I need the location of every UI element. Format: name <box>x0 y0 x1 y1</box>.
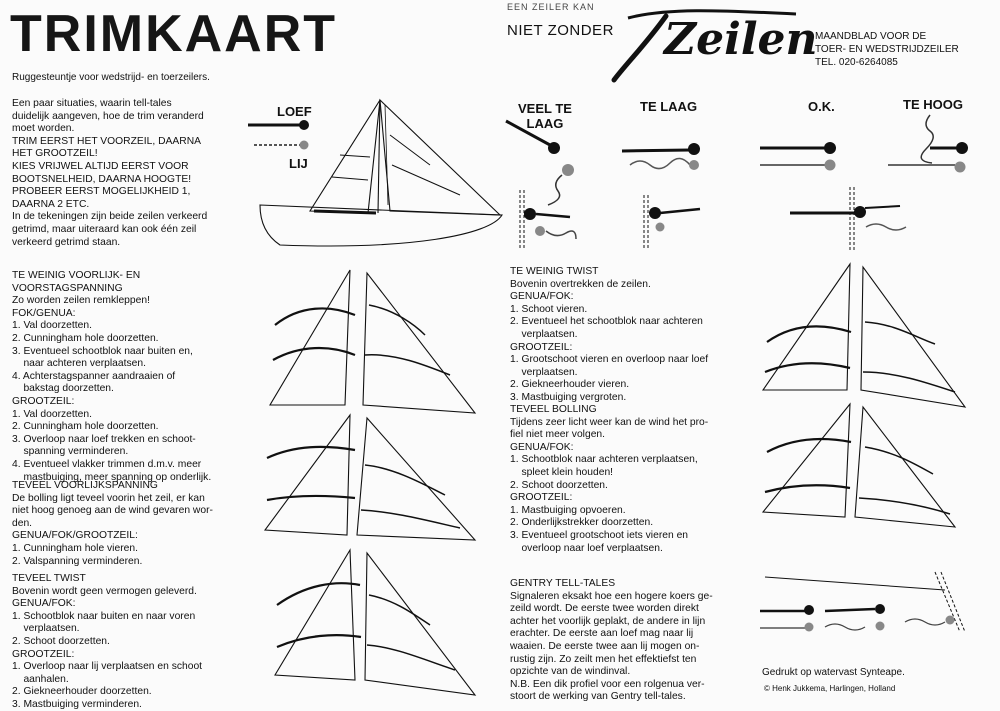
section-text-line: erachter. De eerste aan loef mag naar lij <box>510 628 694 640</box>
list-item: aanhalen. <box>12 673 69 685</box>
magazine-line-1: MAANDBLAD VOOR DE <box>815 31 927 42</box>
printed-note: Gedrukt op watervast Synteape. <box>762 667 905 678</box>
section-text-line: N.B. Een dik profiel voor een rolgenua ver- <box>510 678 705 690</box>
section-bolling-title: TEVEEL BOLLING <box>510 404 597 415</box>
list-item: 2. Schoot doorzetten. <box>12 635 110 647</box>
intro-line: DAARNA 2 ETC. <box>12 198 90 210</box>
magazine-line-2: TOER- EN WEDSTRIJDZEILER <box>815 44 959 55</box>
list-item: 1. Schootblok naar buiten en naar voren <box>12 610 196 622</box>
section-weinig-twist-genua-label: GENUA/FOK: <box>510 291 574 303</box>
list-item: 2. Giekneerhouder vieren. <box>510 379 630 391</box>
loef-label: LOEF <box>277 104 312 119</box>
state-veel-te-laag-line1: VEEL TE <box>518 101 572 116</box>
list-item: verplaatsen. <box>510 328 578 340</box>
page-title: TRIMKAART <box>10 5 338 63</box>
list-item: 4. Achterstagspanner aandraaien of <box>12 370 176 382</box>
list-item: spleet klein houden! <box>510 466 614 478</box>
section-text-line: Bovenin overtrekken de zeilen. <box>510 278 651 290</box>
intro-line: getrimd, maar uiteraard kan ook één zeil <box>12 223 197 235</box>
section-text-line: opzichte van de windinval. <box>510 666 631 678</box>
section-voorlijk-title-2: VOORSTAGSPANNING <box>12 282 123 294</box>
list-item: 1. Val doorzetten. <box>12 408 92 420</box>
list-item: verplaatsen. <box>12 623 80 635</box>
section-teveel-twist-genua-label: GENUA/FOK: <box>12 598 76 610</box>
list-item: 1. Grootschoot vieren en overloop naar loef <box>510 354 709 366</box>
section-bolling-groot-label: GROOTZEIL: <box>510 492 573 504</box>
section-voorlijk-groot-label: GROOTZEIL: <box>12 395 75 407</box>
list-item: 1. Schootblok naar achteren verplaatsen, <box>510 454 698 466</box>
logo-text: Zeilen <box>664 14 818 65</box>
intro-line: In de tekeningen zijn beide zeilen verkeerd <box>12 211 208 223</box>
list-item: 2. Onderlijkstrekker doorzetten. <box>510 517 654 529</box>
list-item: 2. Cunningham hole doorzetten. <box>12 332 159 344</box>
section-weinig-twist-groot-label: GROOTZEIL: <box>510 341 573 353</box>
section-bolling-genua-label: GENUA/FOK: <box>510 441 574 453</box>
section-text-line: De bolling ligt teveel voorin het zeil, er kan <box>12 492 205 504</box>
list-item: 3. Eventueel grootschoot iets vieren en <box>510 529 689 541</box>
intro-text <box>12 98 207 249</box>
list-item: 2. Valspanning verminderen. <box>12 555 143 567</box>
intro-line: TRIM EERST HET VOORZEIL, DAARNA <box>12 135 201 147</box>
list-item: verplaatsen. <box>510 366 578 378</box>
list-item: 1. Cunningham hole vieren. <box>12 542 138 554</box>
list-item: 1. Val doorzetten. <box>12 320 92 332</box>
list-item: 1. Mastbuiging opvoeren. <box>510 504 626 516</box>
magazine-line-3: TEL. 020-6264085 <box>815 57 898 68</box>
section-voorlijk-note: Zo worden zeilen remkleppen! <box>12 295 150 307</box>
section-gentry-title: GENTRY TELL-TALES <box>510 578 616 589</box>
list-item: 3. Eventueel schootblok naar buiten en, <box>12 345 193 357</box>
section-voorlijk <box>12 270 211 484</box>
intro-line: verkeerd getrimd staan. <box>12 236 121 248</box>
list-item: bakstag doorzetten. <box>12 383 114 395</box>
section-voorlijkspanning-title: TEVEEL VOORLIJKSPANNING <box>12 480 158 491</box>
boat-diagram <box>240 95 510 255</box>
state-ok: O.K. <box>808 99 835 114</box>
page-subtitle: Ruggesteuntje voor wedstrijd- en toerzeilers. <box>12 72 210 83</box>
section-text-line: waaien. De eerste twee aan lij mogen on- <box>510 640 700 652</box>
section-text-line: den. <box>12 517 33 529</box>
list-item: overloop naar loef verplaatsen. <box>510 542 663 554</box>
telltale-states-diagram <box>500 115 980 255</box>
section-weinig-twist <box>510 266 708 405</box>
sail-pair-1 <box>270 270 475 413</box>
intro-line: Een paar situaties, waarin tell-tales <box>12 98 172 109</box>
intro-line: moet worden. <box>12 123 75 135</box>
list-item: 2. Cunningham hole doorzetten. <box>12 421 159 433</box>
intro-line: PROBEER EERST MOGELIJKHEID 1, <box>12 186 191 198</box>
section-weinig-twist-title: TE WEINIG TWIST <box>510 266 599 277</box>
publisher-tagline-top: EEN ZEILER KAN <box>507 2 595 12</box>
list-item: naar achteren verplaatsen. <box>12 358 146 370</box>
lij-label: LIJ <box>289 156 308 171</box>
section-text-line: Tijdens zeer licht weer kan de wind het pro- <box>510 416 709 428</box>
section-text-line: Signaleren eksakt hoe een hogere koers ge- <box>510 590 713 602</box>
section-text-line: stoort de werking van Gentry tell-tales. <box>510 691 686 703</box>
list-item: 3. Overloop naar loef trekken en schoot- <box>12 433 196 445</box>
list-item: 2. Giekneerhouder doorzetten. <box>12 686 152 698</box>
section-voorlijkspanning <box>12 480 213 568</box>
intro-line: duidelijk aangeven, hoe de trim veranderd <box>12 110 204 122</box>
state-veel-te-laag-line2: LAAG <box>526 116 564 131</box>
intro-line: BOOTSNELHEID, DAARNA HOOGTE! <box>12 173 192 185</box>
sail-pair-5 <box>763 404 955 527</box>
sail-diagrams-right <box>755 262 995 562</box>
state-te-laag: TE LAAG <box>640 99 698 114</box>
section-gentry <box>510 578 713 704</box>
section-text-line: niet hoog genoeg aan de wind gevaren wor- <box>12 505 213 517</box>
copyright-credit: © Henk Jukkema, Harlingen, Holland <box>764 684 896 693</box>
section-text-line: rustig zijn. Zo zeilt men het effektiefst ten <box>510 653 697 665</box>
list-item: 1. Schoot vieren. <box>510 303 588 315</box>
section-text-line: achter het voorlijk geplakt, de andere in lijn <box>510 615 706 627</box>
section-voorlijk-genua-label: FOK/GENUA: <box>12 307 76 319</box>
gentry-telltale-diagram <box>755 572 985 642</box>
state-te-hoog: TE HOOG <box>903 97 963 112</box>
intro-line: KIES VRIJWEL ALTIJD EERST VOOR <box>12 160 189 172</box>
list-item: mastbuiging, meer spanning op onderlijk. <box>12 471 212 483</box>
sail-diagrams-left <box>255 265 500 705</box>
list-item: 4. Eventueel vlakker trimmen d.m.v. meer <box>12 458 202 470</box>
section-teveel-twist-groot-label: GROOTZEIL: <box>12 648 75 660</box>
section-teveel-twist <box>12 573 202 711</box>
section-voorlijk-title-1: TE WEINIG VOORLIJK- EN <box>12 270 141 281</box>
sail-pair-2 <box>265 415 475 540</box>
list-item: 3. Mastbuiging verminderen. <box>12 698 142 710</box>
list-item: 3. Mastbuiging vergroten. <box>510 391 627 403</box>
section-text-line: zeild wordt. De eerste twee worden direkt <box>510 603 699 615</box>
list-item: 2. Eventueel het schootblok naar achteren <box>510 316 703 328</box>
sail-pair-4 <box>763 264 965 407</box>
list-item: 2. Schoot doorzetten. <box>510 479 608 491</box>
intro-line: HET GROOTZEIL! <box>12 148 98 160</box>
sail-pair-3 <box>275 550 475 695</box>
section-text-line: Bovenin wordt geen vermogen geleverd. <box>12 585 197 597</box>
section-text-line: fiel niet meer volgen. <box>510 429 606 441</box>
list-item: 1. Overloop naar lij verplaatsen en schoot <box>12 661 203 673</box>
section-bolling <box>510 404 708 555</box>
publisher-tagline: NIET ZONDER <box>507 22 614 39</box>
section-voorlijkspanning-label: GENUA/FOK/GROOTZEIL: <box>12 530 138 542</box>
list-item: spanning verminderen. <box>12 446 129 458</box>
magazine-info <box>815 30 959 69</box>
section-teveel-twist-title: TEVEEL TWIST <box>12 573 86 584</box>
zeilen-logo <box>606 4 818 84</box>
